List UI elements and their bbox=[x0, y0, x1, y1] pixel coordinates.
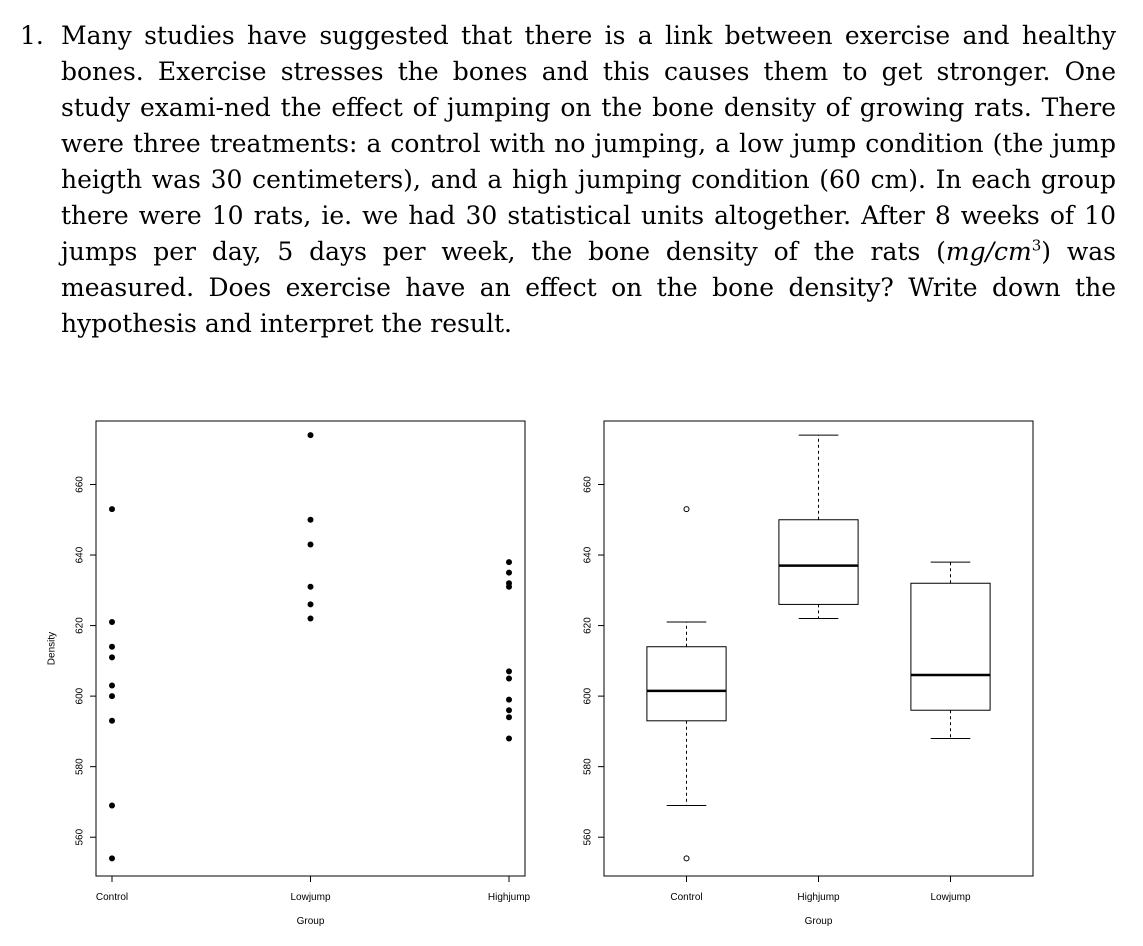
scatter-xtick-label-highjump: Highjump bbox=[487, 892, 531, 903]
scatter-point-highjump-5 bbox=[506, 675, 512, 681]
problem-unit: mg/cm bbox=[945, 237, 1032, 266]
scatter-ylabel: Density bbox=[46, 631, 58, 666]
boxplot-xlabel: Group bbox=[804, 916, 833, 927]
scatter-ytick-label-640: 640 bbox=[74, 546, 86, 564]
scatter-point-control-4 bbox=[109, 683, 115, 689]
scatter-point-highjump-7 bbox=[506, 707, 512, 713]
scatter-ytick-label-660: 660 bbox=[74, 476, 86, 493]
scatter-xtick-label-lowjump: Lowjump bbox=[290, 892, 331, 903]
scatter-point-lowjump-4 bbox=[308, 601, 314, 607]
scatter-point-highjump-6 bbox=[506, 697, 512, 703]
boxplot-ytick-label-620: 620 bbox=[582, 617, 594, 634]
scatter-point-highjump-1 bbox=[506, 570, 512, 576]
boxplot-xtick-label-control: Control bbox=[670, 892, 703, 903]
boxplot-box-highjump bbox=[779, 520, 858, 605]
scatter-point-control-0 bbox=[109, 506, 115, 512]
problem-text-part1: Many studies have suggested that there is a link between exercise and healthy bones. Exercise stresses the bones and this causes them to get stronger. One study exami-ned the effect of jumping on the bone density of growing rats. There were three treatments: a control with no jumping, a low jump condition (the jump heigth was 30 centimeters), and a high jumping condition (60 cm). In each group there were 10 rats, ie. we had 30 statistical units altogether. After 8 weeks of 10 jumps per day, 5 days per week, the bone density of the rats ( bbox=[61, 21, 1124, 266]
scatter-point-highjump-0 bbox=[506, 559, 512, 565]
scatter-ytick-label-600: 600 bbox=[74, 687, 86, 705]
boxplot-ytick-label-640: 640 bbox=[582, 546, 594, 564]
scatter-ytick-label-560: 560 bbox=[74, 828, 86, 846]
problem-number: 1. bbox=[20, 21, 44, 50]
problem-text-part2: ) was measured. Does exercise have an effect on the bone density? Write down the hypothesis and interpret the result. bbox=[61, 237, 1124, 338]
boxplot-ytick-label-580: 580 bbox=[582, 758, 594, 776]
scatter-xlabel: Group bbox=[296, 916, 325, 927]
scatter-point-highjump-3 bbox=[506, 584, 512, 590]
boxplot-outlier-control-0 bbox=[684, 507, 689, 512]
boxplot-box-lowjump bbox=[911, 583, 990, 710]
boxplot-outlier-control-1 bbox=[684, 856, 689, 861]
boxplot-box-control bbox=[647, 647, 726, 721]
scatter-point-control-8 bbox=[109, 855, 115, 861]
boxplot-ytick-label-600: 600 bbox=[582, 687, 594, 705]
boxplot-xtick-label-highjump: Highjump bbox=[797, 892, 840, 903]
scatter-ytick-label-580: 580 bbox=[74, 758, 86, 776]
scatter-point-control-3 bbox=[109, 654, 115, 660]
scatter-point-control-7 bbox=[109, 802, 115, 808]
scatter-point-lowjump-5 bbox=[308, 616, 314, 622]
scatter-point-highjump-8 bbox=[506, 714, 512, 720]
scatter-point-lowjump-1 bbox=[308, 517, 314, 523]
scatter-plot bbox=[47, 432, 531, 927]
problem-unit-exponent: 3 bbox=[1031, 236, 1042, 255]
scatter-point-control-6 bbox=[109, 718, 115, 724]
boxplot bbox=[583, 435, 990, 927]
scatter-point-highjump-9 bbox=[506, 735, 512, 741]
scatter-point-control-2 bbox=[109, 644, 115, 650]
scatter-point-highjump-4 bbox=[506, 668, 512, 674]
scatter-point-lowjump-0 bbox=[308, 432, 314, 438]
boxplot-xtick-label-lowjump: Lowjump bbox=[930, 892, 971, 903]
scatter-point-lowjump-2 bbox=[308, 541, 314, 547]
scatter-ytick-label-620: 620 bbox=[74, 617, 86, 634]
scatter-point-control-1 bbox=[109, 619, 115, 625]
boxplot-ytick-label-660: 660 bbox=[582, 476, 594, 493]
scatter-plot-frame bbox=[96, 421, 525, 876]
boxplot-ytick-label-560: 560 bbox=[582, 828, 594, 846]
scatter-point-control-5 bbox=[109, 693, 115, 699]
scatter-point-lowjump-3 bbox=[308, 584, 314, 590]
scatter-xtick-label-control: Control bbox=[95, 892, 129, 903]
